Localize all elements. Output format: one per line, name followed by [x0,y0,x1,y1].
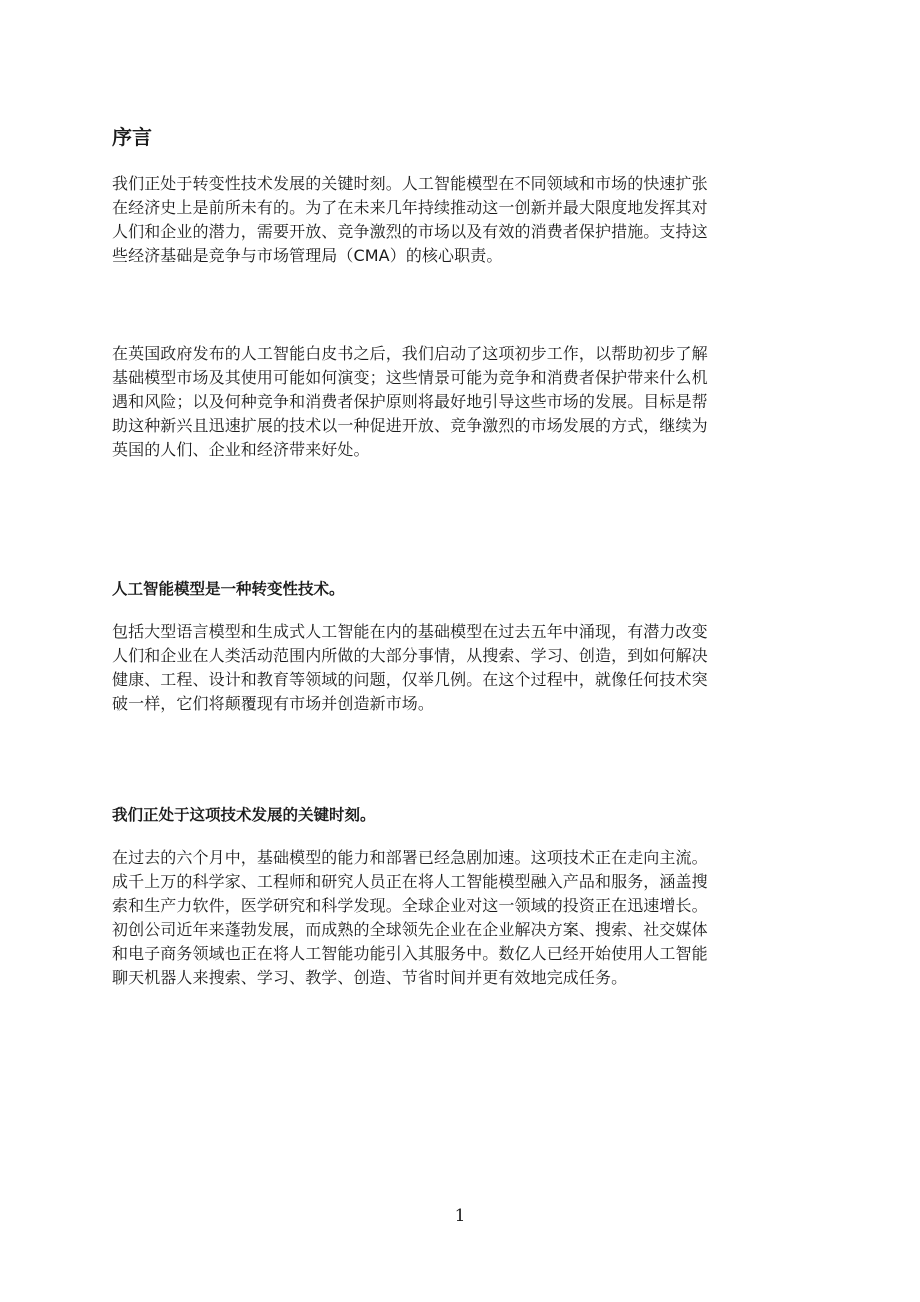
text-line: 包括大型语言模型和生成式人工智能在内的基础模型在过去五年中涌现，有潜力改变 [112,622,708,641]
text-line: 遇和风险；以及何种竞争和消费者保护原则将最好地引导这些市场的发展。目标是帮 [112,392,708,411]
paragraph-background [112,342,812,462]
text-line: 助这种新兴且迅速扩展的技术以一种促进开放、竞争激烈的市场发展的方式，继续为 [112,416,708,435]
text-line: 在经济史上是前所未有的。为了在未来几年持续推动这一创新并最大限度地发挥其对 [112,198,708,217]
paragraph-intro [112,172,812,268]
text-line: 破一样，它们将颠覆现有市场并创造新市场。 [112,694,435,713]
text-line: 我们正处于转变性技术发展的关键时刻。人工智能模型在不同领域和市场的快速扩张 [112,174,708,193]
text-line: 些经济基础是竞争与市场管理局（CMA）的核心职责。 [112,246,503,265]
text-line: 和电子商务领域也正在将人工智能功能引入其服务中。数亿人已经开始使用人工智能 [112,944,708,963]
paragraph-critical-moment [112,846,812,990]
text-line: 人们和企业在人类活动范围内所做的大部分事情，从搜索、学习、创造，到如何解决 [112,646,708,665]
paragraph-transformative [112,620,812,716]
text-line: 基础模型市场及其使用可能如何演变；这些情景可能为竞争和消费者保护带来什么机 [112,368,708,387]
text-line: 成千上万的科学家、工程师和研究人员正在将人工智能模型融入产品和服务，涵盖搜 [112,872,708,891]
text-line: 在英国政府发布的人工智能白皮书之后，我们启动了这项初步工作，以帮助初步了解 [112,344,708,363]
section-heading: 我们正处于这项技术发展的关键时刻。 [112,806,376,824]
section-heading: 人工智能模型是一种转变性技术。 [112,580,345,598]
text-line: 在过去的六个月中，基础模型的能力和部署已经急剧加速。这项技术正在走向主流。 [112,848,708,867]
text-line: 索和生产力软件，医学研究和科学发现。全球企业对这一领域的投资正在迅速增长。 [112,896,708,915]
text-line: 人们和企业的潜力，需要开放、竞争激烈的市场以及有效的消费者保护措施。支持这 [112,222,708,241]
text-line: 健康、工程、设计和教育等领域的问题，仅举几例。在这个过程中，就像任何技术突 [112,670,708,689]
text-line: 初创公司近年来蓬勃发展，而成熟的全球领先企业在企业解决方案、搜索、社交媒体 [112,920,708,939]
text-line: 聊天机器人来搜索、学习、教学、创造、节省时间并更有效地完成任务。 [112,968,628,987]
text-line: 英国的人们、企业和经济带来好处。 [112,440,370,459]
page-number: 1 [454,1206,466,1226]
page-title: 序言 [112,125,152,149]
